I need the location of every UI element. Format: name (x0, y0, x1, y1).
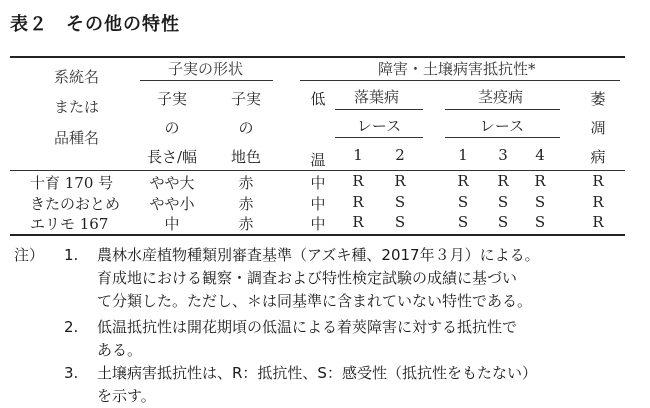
row-kukieki-4: S (534, 193, 546, 211)
row-kukieki-4: R (534, 172, 546, 190)
note-2-line-2: ある。 (97, 341, 143, 359)
header-bottom-rule (10, 170, 625, 171)
note-1-number: 1. (64, 246, 79, 264)
header-kukieki: 茎疫病 (478, 88, 524, 106)
header-wilt-3: 病 (590, 148, 606, 166)
group-rule-rakuyo (335, 109, 423, 110)
note-3-line-1: 土壌病害抵抗性は、R：抵抗性、S：感受性（抵抗性をもたない） (97, 364, 537, 382)
note-1-line-2: 育成地における観察・調査および特性検定試験の成績に基づい (97, 269, 518, 287)
header-length-width-3: 長さ/幅 (146, 148, 198, 166)
group-rule-damage (300, 80, 620, 81)
notes-prefix: 注） (14, 246, 45, 264)
table-title (10, 10, 180, 36)
row-length-width: やや大 (149, 174, 195, 192)
group-rule-kukieki (445, 109, 560, 110)
row-kukieki-3: S (497, 213, 509, 231)
header-line-name-1: 系統名 (54, 68, 100, 86)
header-wilt-1: 萎 (590, 90, 606, 108)
header-line-name-2: または (54, 98, 100, 116)
header-race-rakuyo: レース (356, 117, 402, 135)
table-bottom-rule (10, 234, 625, 236)
row-kukieki-1: R (457, 172, 469, 190)
table-title-text: その他の特性 (66, 14, 180, 35)
header-low-temp-2: 温 (310, 151, 326, 169)
note-1-line-3: て分類した。ただし、＊は同基準に含まれていない特性である。 (97, 292, 533, 310)
header-kukieki-race-4: 4 (535, 146, 545, 164)
note-2-line-1: 低温抵抗性は開花期頃の低温による着莢障害に対する抵抗性で (97, 318, 518, 336)
header-rakuyo-race-1: 1 (353, 146, 363, 164)
row-rakuyo-1: R (352, 213, 364, 231)
race-rule-rakuyo (335, 137, 423, 138)
header-kukieki-race-1: 1 (458, 146, 468, 164)
note-2-number: 2. (64, 318, 79, 336)
row-name: エリモ 167 (30, 215, 109, 233)
header-damage-group: 障害・土壌病害抵抗性* (378, 60, 536, 78)
row-length-width: 中 (164, 215, 180, 233)
row-color: 赤 (238, 195, 254, 213)
header-rakuyo-race-2: 2 (395, 146, 405, 164)
row-rakuyo-2: S (394, 193, 406, 211)
row-color: 赤 (238, 174, 254, 192)
note-3-line-2: を示す。 (97, 387, 156, 405)
note-1-line-1: 農林水産植物種類別審査基準（アズキ種、2017年３月）による。 (97, 246, 540, 264)
header-kukieki-race-3: 3 (498, 146, 508, 164)
header-length-width-1: 子実 (156, 90, 188, 108)
row-name: きたのおとめ (30, 195, 121, 213)
header-seed-color-2: の (238, 119, 254, 137)
table-label: 表２ (10, 14, 48, 35)
header-seed-color-1: 子実 (230, 90, 262, 108)
header-seed-color-3: 地色 (230, 148, 262, 166)
header-wilt-2: 凋 (590, 119, 606, 137)
header-race-kukieki: レース (479, 117, 525, 135)
row-kukieki-1: S (457, 193, 469, 211)
row-color: 赤 (238, 215, 254, 233)
row-kukieki-4: S (534, 213, 546, 231)
row-wilt: R (592, 193, 604, 211)
group-rule-shape (140, 80, 273, 81)
row-wilt: R (592, 172, 604, 190)
row-low-temp: 中 (310, 174, 326, 192)
row-kukieki-3: S (497, 193, 509, 211)
header-shape-group: 子実の形状 (168, 60, 244, 78)
note-3-number: 3. (64, 364, 79, 382)
row-rakuyo-2: R (394, 172, 406, 190)
header-line-name-3: 品種名 (54, 129, 100, 147)
header-low-temp-1: 低 (310, 90, 326, 108)
row-rakuyo-1: R (352, 193, 364, 211)
header-length-width-2: の (164, 119, 180, 137)
race-rule-kukieki (445, 137, 560, 138)
row-rakuyo-1: R (352, 172, 364, 190)
row-rakuyo-2: S (394, 213, 406, 231)
row-low-temp: 中 (310, 215, 326, 233)
header-rakuyo: 落葉病 (354, 88, 400, 106)
row-length-width: やや小 (149, 195, 195, 213)
row-kukieki-1: S (457, 213, 469, 231)
row-low-temp: 中 (310, 195, 326, 213)
row-kukieki-3: R (497, 172, 509, 190)
row-wilt: R (592, 213, 604, 231)
row-name: 十育 170 号 (30, 174, 114, 192)
